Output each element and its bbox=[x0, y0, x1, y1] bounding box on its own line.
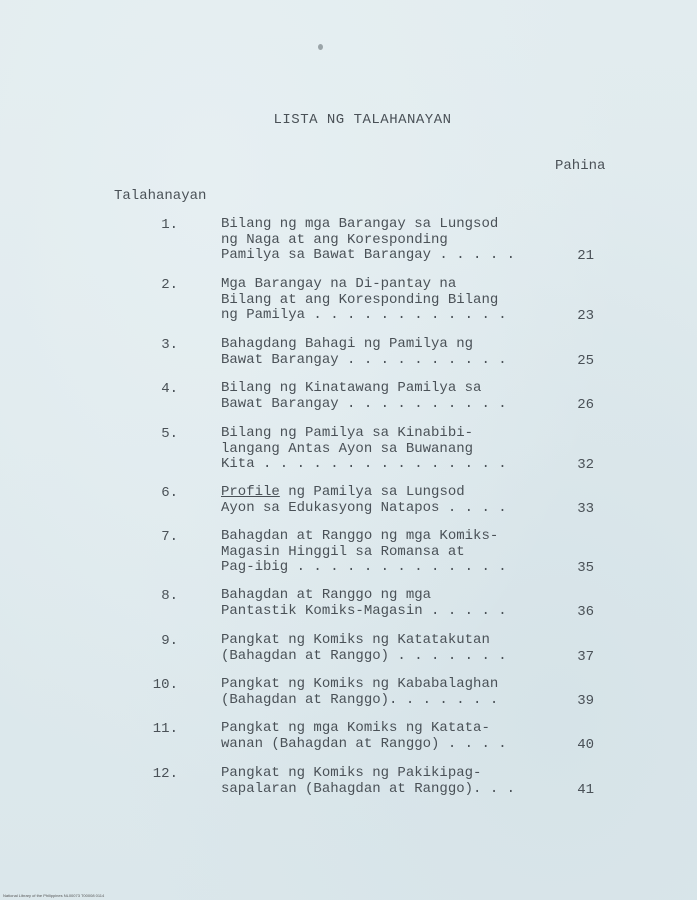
entry-title-line: Bawat Barangay . . . . . . . . . . bbox=[221, 395, 507, 412]
entry-title-line: Magasin Hinggil sa Romansa at bbox=[221, 543, 465, 560]
entry-title-line: ng Naga at ang Koresponding bbox=[221, 231, 448, 248]
entry-title bbox=[221, 426, 541, 473]
entry-page-number: 25 bbox=[577, 352, 594, 369]
entry-title-line: Bahagdan at Ranggo ng mga Komiks- bbox=[221, 528, 499, 544]
entry-page-number: 33 bbox=[577, 500, 594, 517]
entry-title bbox=[221, 529, 541, 576]
entry-title-line: Mga Barangay na Di-pantay na bbox=[221, 276, 457, 292]
table-column-header: Talahanayan bbox=[114, 188, 207, 204]
entry-title-line: (Bahagdan at Ranggo) . . . . . . . bbox=[221, 647, 507, 664]
entry-page-number: 40 bbox=[577, 736, 594, 753]
page-title: LISTA NG TALAHANAYAN bbox=[273, 112, 452, 128]
entry-title-line: Pamilya sa Bawat Barangay . . . . . bbox=[221, 247, 516, 263]
entry-number: 10. bbox=[152, 677, 178, 693]
entry-title-line: Bahagdan at Ranggo ng mga bbox=[221, 587, 432, 603]
entry-page-number: 21 bbox=[577, 248, 594, 264]
entry-page-number: 36 bbox=[577, 603, 594, 620]
entry-title-line: Kita . . . . . . . . . . . . . . . bbox=[221, 456, 507, 472]
entry-title bbox=[221, 677, 541, 708]
entry-page-number: 26 bbox=[577, 396, 594, 413]
entry-title-line: Pag-ibig . . . . . . . . . . . . . bbox=[221, 559, 507, 575]
entry-title bbox=[221, 485, 541, 516]
entry-title-line: Profile ng Pamilya sa Lungsod bbox=[221, 484, 465, 500]
page-column-header: Pahina bbox=[555, 158, 606, 174]
entry-title-line: langang Antas Ayon sa Buwanang bbox=[221, 440, 474, 457]
entry-number: 11. bbox=[152, 721, 178, 737]
entry-number: 5. bbox=[161, 426, 178, 442]
entry-number: 12. bbox=[152, 766, 178, 782]
entry-page-number: 32 bbox=[577, 457, 594, 473]
entry-title-line: Ayon sa Edukasyong Natapos . . . . bbox=[221, 499, 507, 516]
entry-number: 4. bbox=[161, 381, 178, 397]
entry-number: 3. bbox=[161, 337, 178, 353]
entry-title-line: Bahagdang Bahagi ng Pamilya ng bbox=[221, 336, 474, 352]
entry-title-line: Pangkat ng Komiks ng Katatakutan bbox=[221, 632, 490, 648]
paper-speck bbox=[318, 44, 323, 50]
entry-page-number: 35 bbox=[577, 560, 594, 576]
entry-page-number: 41 bbox=[577, 781, 594, 798]
entry-title-line: Bilang ng Pamilya sa Kinabibi- bbox=[221, 425, 474, 441]
footer-credit: National Library of the Philippines NL00073 T00008 0114 bbox=[3, 893, 105, 898]
entry-title-line: Pangkat ng Komiks ng Pakikipag- bbox=[221, 765, 482, 781]
entry-title bbox=[221, 217, 541, 264]
entry-title-line: ng Pamilya . . . . . . . . . . . . bbox=[221, 307, 507, 323]
entry-number: 2. bbox=[161, 277, 178, 293]
entry-title bbox=[221, 588, 541, 619]
entry-number: 9. bbox=[161, 633, 178, 649]
entry-page-number: 37 bbox=[577, 648, 594, 665]
entry-title-line: Bilang ng mga Barangay sa Lungsod bbox=[221, 216, 499, 232]
entry-title bbox=[221, 381, 541, 412]
entry-title-line: Pangkat ng mga Komiks ng Katata- bbox=[221, 720, 490, 736]
entry-title-line: Pangkat ng Komiks ng Kababalaghan bbox=[221, 676, 499, 692]
entry-title-line: Bilang ng Kinatawang Pamilya sa bbox=[221, 380, 482, 396]
entry-number: 1. bbox=[161, 217, 178, 233]
entry-title-line: sapalaran (Bahagdan at Ranggo). . . bbox=[221, 780, 516, 797]
entry-title bbox=[221, 633, 541, 664]
entry-page-number: 23 bbox=[577, 308, 594, 324]
entry-number: 8. bbox=[161, 588, 178, 604]
entry-title-line: Pantastik Komiks-Magasin . . . . . bbox=[221, 602, 507, 619]
entry-title-line: wanan (Bahagdan at Ranggo) . . . . bbox=[221, 735, 507, 752]
entry-title bbox=[221, 277, 541, 324]
entry-number: 7. bbox=[161, 529, 178, 545]
entry-title-line: Bawat Barangay . . . . . . . . . . bbox=[221, 351, 507, 368]
entry-title bbox=[221, 721, 541, 752]
entry-title bbox=[221, 766, 541, 797]
entry-title-line: Bilang at ang Koresponding Bilang bbox=[221, 291, 499, 308]
entry-number: 6. bbox=[161, 485, 178, 501]
entry-page-number: 39 bbox=[577, 692, 594, 709]
entry-title-line: (Bahagdan at Ranggo). . . . . . . bbox=[221, 691, 499, 708]
underlined-word: Profile bbox=[221, 484, 280, 500]
entry-title bbox=[221, 337, 541, 368]
